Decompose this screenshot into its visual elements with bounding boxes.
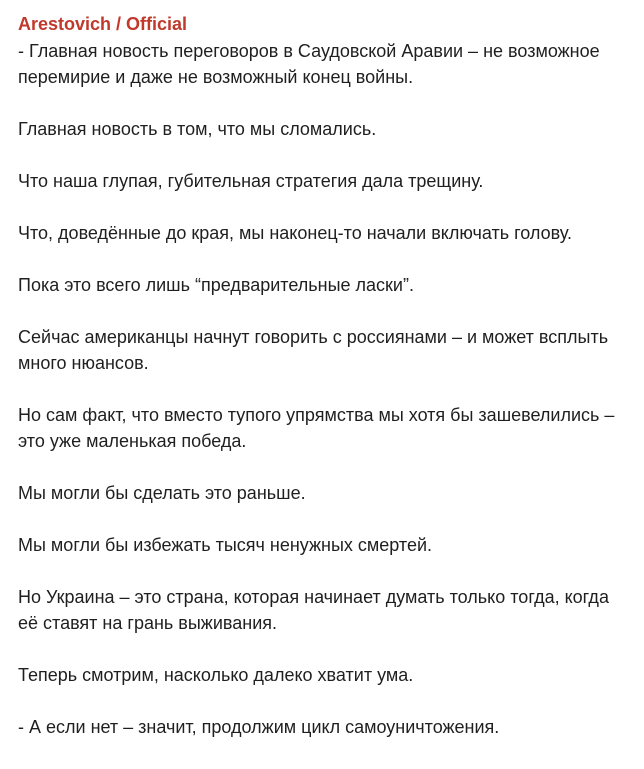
message-paragraph: - Главная новость переговоров в Саудовской Аравии – не возможное перемирие и даже не возможный конец войны. [18,41,600,87]
message-paragraph: Мы могли бы сделать это раньше. [18,483,306,503]
message-paragraph: Но сам факт, что вместо тупого упрямства мы хотя бы зашевелились – это уже маленькая победа. [18,405,615,451]
message-paragraph: - А если нет – значит, продолжим цикл самоуничтожения. [18,717,500,737]
message-paragraph: Пока это всего лишь “предварительные ласки”. [18,275,414,295]
message-text [18,38,630,740]
message-paragraph: Сейчас американцы начнут говорить с россиянами – и может всплыть много нюансов. [18,327,609,373]
message-paragraph: Главная новость в том, что мы сломались. [18,119,377,139]
sender-name[interactable]: Arestovich / Official [18,14,188,34]
message-paragraph: Но Украина – это страна, которая начинает думать только тогда, когда её ставят на грань выживания. [18,587,609,633]
message-paragraph: Что наша глупая, губительная стратегия дала трещину. [18,171,484,191]
message-paragraph: Что, доведённые до края, мы наконец-то начали включать голову. [18,223,572,243]
message-paragraph: Мы могли бы избежать тысяч ненужных смертей. [18,535,433,555]
message-paragraph: Теперь смотрим, насколько далеко хватит ума. [18,665,414,685]
